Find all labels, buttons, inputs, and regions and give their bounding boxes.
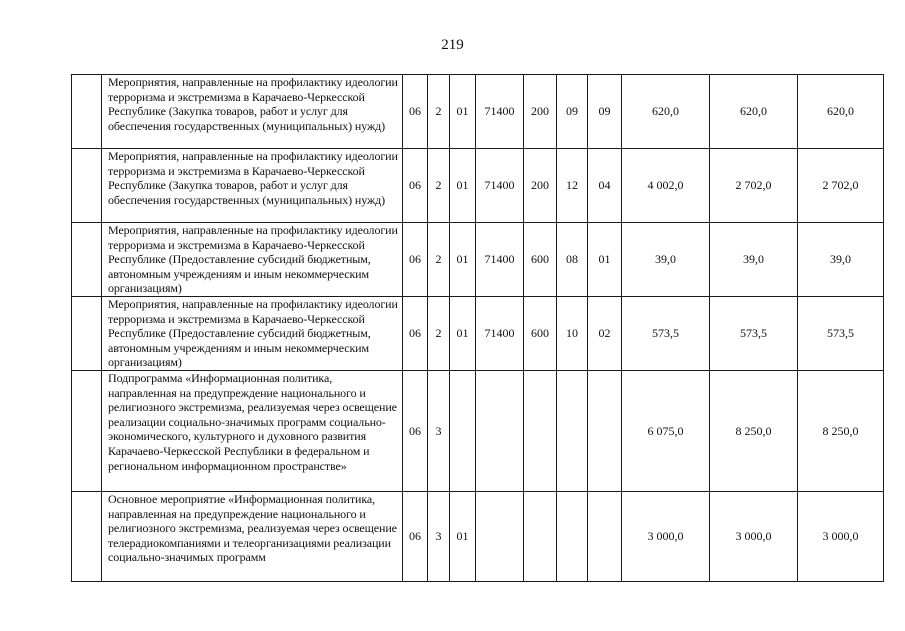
direction-code-cell: 71400	[476, 75, 524, 149]
direction-code-cell: 71400	[476, 297, 524, 371]
item-name-cell: Подпрограмма «Информационная политика, направленная на предупреждение национального и религиозного экстремизма, реализуемая через освещение реализации социально-значимых программ социально-экономического, культурного и духовного развития Карачаево-Черкесской Республики в федеральном и региональном информационном пространстве»	[102, 371, 403, 492]
program-code-cell: 06	[403, 75, 428, 149]
table-row	[72, 371, 884, 492]
subsection-code-cell: 02	[588, 297, 622, 371]
subprogram-code-cell: 3	[428, 371, 450, 492]
expense-type-code-cell	[524, 371, 557, 492]
table-row	[72, 149, 884, 223]
subsection-code-cell	[588, 371, 622, 492]
row-number-cell	[72, 371, 102, 492]
section-code-cell: 10	[557, 297, 588, 371]
expense-type-code-cell: 600	[524, 223, 557, 297]
main-activity-code-cell: 01	[450, 492, 476, 582]
item-name-cell: Основное мероприятие «Информационная политика, направленная на предупреждение национального и религиозного экстремизма, реализуемая через освещение телерадиокомпаниями и телеорганизациями реализации социально-значимых программ	[102, 492, 403, 582]
section-code-cell: 08	[557, 223, 588, 297]
row-number-cell	[72, 492, 102, 582]
subsection-code-cell: 01	[588, 223, 622, 297]
amount-year-2-cell: 620,0	[710, 75, 798, 149]
amount-year-2-cell: 2 702,0	[710, 149, 798, 223]
program-code-cell: 06	[403, 297, 428, 371]
direction-code-cell	[476, 371, 524, 492]
main-activity-code-cell: 01	[450, 75, 476, 149]
subprogram-code-cell: 2	[428, 75, 450, 149]
amount-year-1-cell: 39,0	[622, 223, 710, 297]
item-name-cell: Мероприятия, направленные на профилактику идеологии терроризма и экстремизма в Карачаево-Черкесской Республике (Предоставление субсидий бюджетным, автономным учреждениям и иным некоммерческим организациям)	[102, 297, 403, 371]
amount-year-3-cell: 620,0	[798, 75, 884, 149]
row-number-cell	[72, 297, 102, 371]
subprogram-code-cell: 2	[428, 223, 450, 297]
amount-year-1-cell: 620,0	[622, 75, 710, 149]
amount-year-3-cell: 2 702,0	[798, 149, 884, 223]
amount-year-2-cell: 3 000,0	[710, 492, 798, 582]
amount-year-3-cell: 8 250,0	[798, 371, 884, 492]
program-code-cell: 06	[403, 223, 428, 297]
amount-year-3-cell: 573,5	[798, 297, 884, 371]
subsection-code-cell	[588, 492, 622, 582]
row-number-cell	[72, 223, 102, 297]
section-code-cell: 09	[557, 75, 588, 149]
program-code-cell: 06	[403, 371, 428, 492]
expense-type-code-cell: 200	[524, 149, 557, 223]
amount-year-2-cell: 8 250,0	[710, 371, 798, 492]
expense-type-code-cell	[524, 492, 557, 582]
subsection-code-cell: 04	[588, 149, 622, 223]
expense-type-code-cell: 600	[524, 297, 557, 371]
subprogram-code-cell: 2	[428, 149, 450, 223]
amount-year-1-cell: 6 075,0	[622, 371, 710, 492]
section-code-cell	[557, 371, 588, 492]
main-activity-code-cell	[450, 371, 476, 492]
budget-table	[71, 74, 884, 582]
amount-year-1-cell: 573,5	[622, 297, 710, 371]
row-number-cell	[72, 149, 102, 223]
program-code-cell: 06	[403, 492, 428, 582]
amount-year-3-cell: 39,0	[798, 223, 884, 297]
direction-code-cell: 71400	[476, 223, 524, 297]
subprogram-code-cell: 3	[428, 492, 450, 582]
table-row	[72, 75, 884, 149]
section-code-cell: 12	[557, 149, 588, 223]
row-number-cell	[72, 75, 102, 149]
item-name-cell: Мероприятия, направленные на профилактику идеологии терроризма и экстремизма в Карачаево-Черкесской Республике (Закупка товаров, работ и услуг для обеспечения государственных (муниципальных) нужд)	[102, 75, 403, 149]
table-row	[72, 297, 884, 371]
table-row	[72, 492, 884, 582]
amount-year-2-cell: 39,0	[710, 223, 798, 297]
page-number: 219	[441, 37, 464, 53]
program-code-cell: 06	[403, 149, 428, 223]
amount-year-3-cell: 3 000,0	[798, 492, 884, 582]
main-activity-code-cell: 01	[450, 297, 476, 371]
main-activity-code-cell: 01	[450, 223, 476, 297]
subsection-code-cell: 09	[588, 75, 622, 149]
item-name-cell: Мероприятия, направленные на профилактику идеологии терроризма и экстремизма в Карачаево-Черкесской Республике (Закупка товаров, работ и услуг для обеспечения государственных (муниципальных) нужд)	[102, 149, 403, 223]
table-row	[72, 223, 884, 297]
section-code-cell	[557, 492, 588, 582]
expense-type-code-cell: 200	[524, 75, 557, 149]
main-activity-code-cell: 01	[450, 149, 476, 223]
direction-code-cell: 71400	[476, 149, 524, 223]
direction-code-cell	[476, 492, 524, 582]
amount-year-1-cell: 3 000,0	[622, 492, 710, 582]
amount-year-1-cell: 4 002,0	[622, 149, 710, 223]
amount-year-2-cell: 573,5	[710, 297, 798, 371]
subprogram-code-cell: 2	[428, 297, 450, 371]
item-name-cell: Мероприятия, направленные на профилактику идеологии терроризма и экстремизма в Карачаево-Черкесской Республике (Предоставление субсидий бюджетным, автономным учреждениям и иным некоммерческим организациям)	[102, 223, 403, 297]
